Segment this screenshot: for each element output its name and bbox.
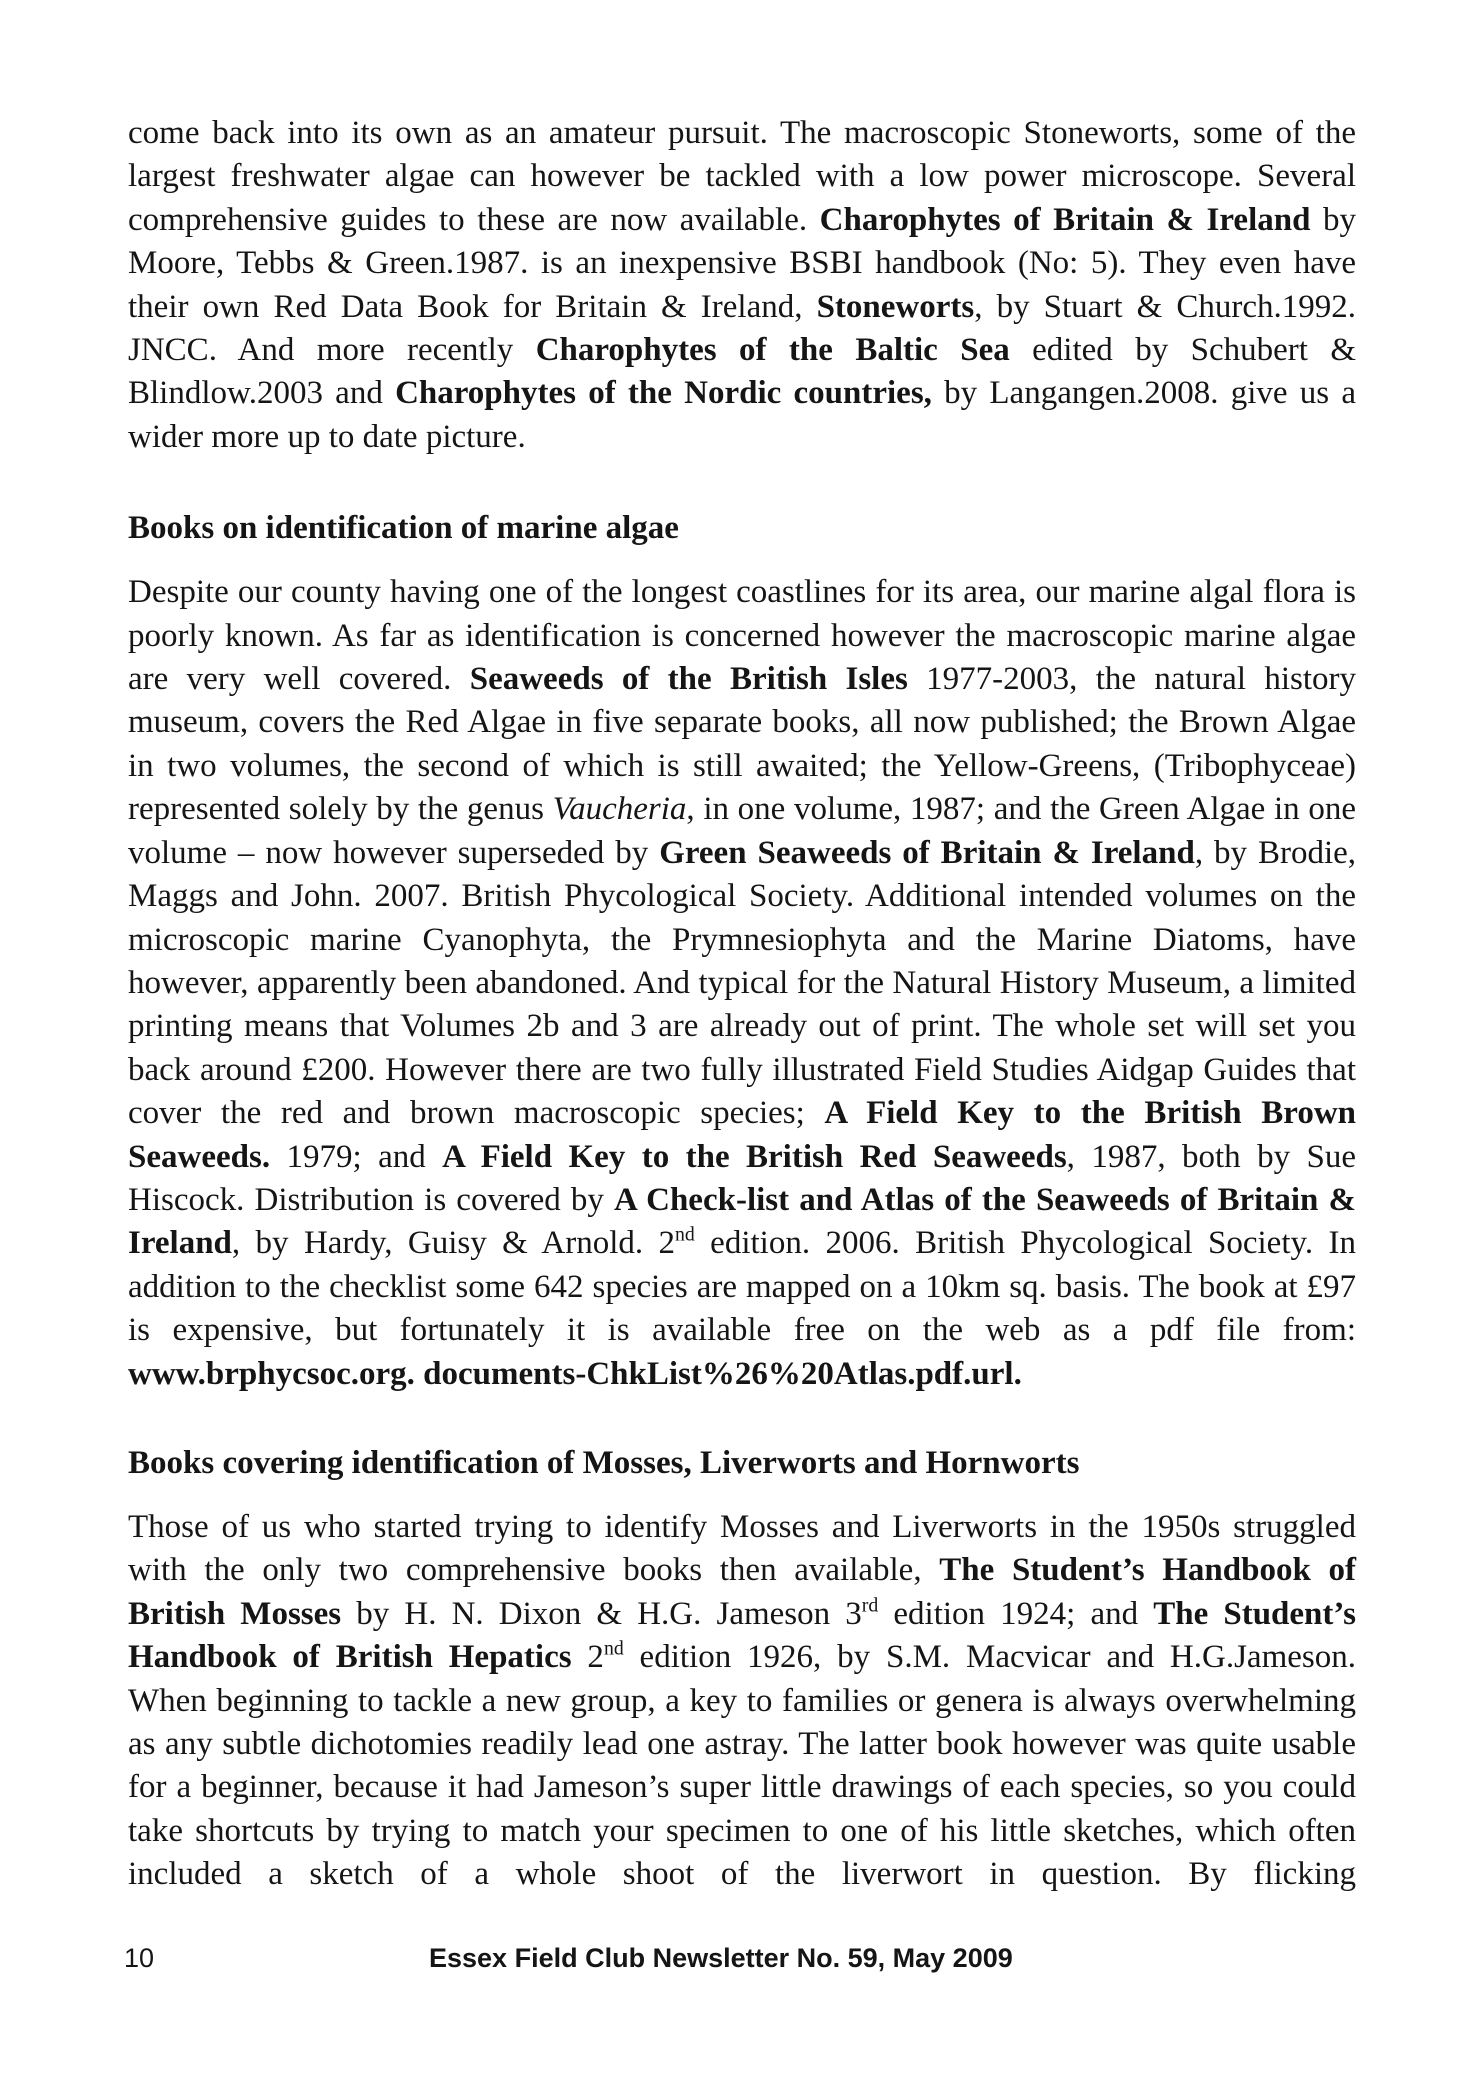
text-run: Those of us who started trying to identify Mosses and Liverworts in the 1950s struggled with the only two comprehensive books then available, xyxy=(128,1508,1356,1589)
ordinal-suffix: rd xyxy=(861,1594,879,1617)
page-footer xyxy=(124,1938,1364,1978)
text-run: come back into its own as an amateur pursuit. The macroscopic Stoneworts, some of the largest freshwater algae can however be tackled with a low power microscope. Several comprehensive guides to these are now available. xyxy=(128,115,1356,238)
text-run: Despite our county having one of the longest coastlines for its area, our marine algal flora is poorly known. As far as identification is concerned however the macroscopic marine algae are very well covered. xyxy=(128,574,1356,698)
ordinal-suffix: nd xyxy=(675,1224,695,1247)
text-run: , by Hardy, Guisy & Arnold. 2 xyxy=(231,1225,675,1262)
bold-title-text: Charophytes of Britain & Ireland xyxy=(819,201,1311,238)
article-body xyxy=(128,112,1356,1897)
text-run: , by Brodie, Maggs and John. 2007. British Phycological Society. Additional intended volumes on the microscopic marine Cyanophyta, the Prymnesiophyta and the Marine Diatoms, have however, apparently been abandoned. And typical for the Natural History Museum, a limited printing means that Volumes 2b and 3 are already out of print. The whole set will set you back around £200. However there are two fully illustrated Field Studies Aidgap Guides that cover the red and brown macroscopic species; xyxy=(128,834,1357,1132)
paragraph-charophytes xyxy=(128,112,1356,459)
ordinal-suffix: nd xyxy=(603,1637,624,1660)
bold-title-text: The Student’s Handbook of British Mosses xyxy=(128,1552,1356,1632)
bold-title-text: Charophytes of the Nordic countries, xyxy=(395,375,932,412)
text-run: 1977-2003, the natural history museum, covers the Red Algae in five separate books, all now published; the Brown Algae in two volumes, the second of which is still awaited; the Yellow-Greens, (Tribophyceae) represented solely by the genus xyxy=(128,661,1356,828)
heading-marine-algae: Books on identification of marine algae xyxy=(128,510,679,547)
bold-title-text: www.brphycsoc.org. documents-ChkList%26%20Atlas.pdf.url. xyxy=(128,1355,1022,1392)
italic-genus-text: Vaucheria xyxy=(552,791,687,828)
bold-title-text: A Field Key to the British Red Seaweeds xyxy=(442,1138,1067,1175)
text-run: , by Stuart & Church.1992. JNCC. And more recently xyxy=(128,288,1356,369)
text-run: edition. 2006. British Phycological Society. In addition to the checklist some 642 species are mapped on a 10km sq. basis. The book at £97 is expensive, but fortunately it is available free on the web as a pdf file from: xyxy=(128,1225,1356,1349)
text-run: edited by Schubert & Blindlow.2003 and xyxy=(128,332,1356,412)
text-run: , in one volume, 1987; and the Green Algae in one volume – now however superseded by xyxy=(128,791,1356,871)
bold-title-text: Seaweeds of the British Isles xyxy=(469,661,908,698)
text-run: edition 1926, by S.M. Macvicar and H.G.Jameson. When beginning to tackle a new group, a key to families or genera is always overwhelming as any subtle dichotomies readily lead one astray. The latter book however was quite usable for a beginner, because it had Jameson’s super little drawings of each species, so you could take shortcuts by trying to match your specimen to one of his little sketches, which often included a sketch of a whole shoot of the liverwort in question. By flicking xyxy=(128,1639,1356,1893)
bold-title-text: Stoneworts xyxy=(816,288,975,325)
text-run: 2 xyxy=(571,1639,604,1676)
paragraph-mosses-liverworts xyxy=(128,1506,1356,1897)
text-run: edition 1924; and xyxy=(878,1595,1154,1632)
text-run: by Moore, Tebbs & Green.1987. is an inexpensive BSBI handbook (No: 5). They even have their own Red Data Book for Britain & Ireland, xyxy=(128,201,1356,325)
page-number: 10 xyxy=(124,1943,155,1973)
paragraph-marine-algae xyxy=(128,571,1356,1396)
bold-title-text: A Field Key to the British Brown Seaweeds. xyxy=(128,1095,1356,1175)
text-run: 1979; and xyxy=(270,1138,443,1175)
text-run: , 1987, both by Sue Hiscock. Distribution is covered by xyxy=(128,1138,1356,1218)
text-run: by H. N. Dixon & H.G. Jameson 3 xyxy=(341,1595,862,1632)
text-run: by Langangen.2008. give us a wider more up to date picture. xyxy=(128,375,1356,455)
heading-mosses-liverworts: Books covering identification of Mosses, Liverworts and Hornworts xyxy=(128,1444,1080,1481)
bold-title-text: A Check-list and Atlas of the Seaweeds of Britain & Ireland xyxy=(128,1181,1356,1262)
bold-title-text: Charophytes of the Baltic Sea xyxy=(535,332,1010,369)
newsletter-title: Essex Field Club Newsletter No. 59, May 2009 xyxy=(429,1943,1013,1973)
bold-title-text: Green Seaweeds of Britain & Ireland xyxy=(659,834,1195,871)
bold-title-text: The Student’s Handbook of British Hepatics xyxy=(128,1595,1356,1676)
